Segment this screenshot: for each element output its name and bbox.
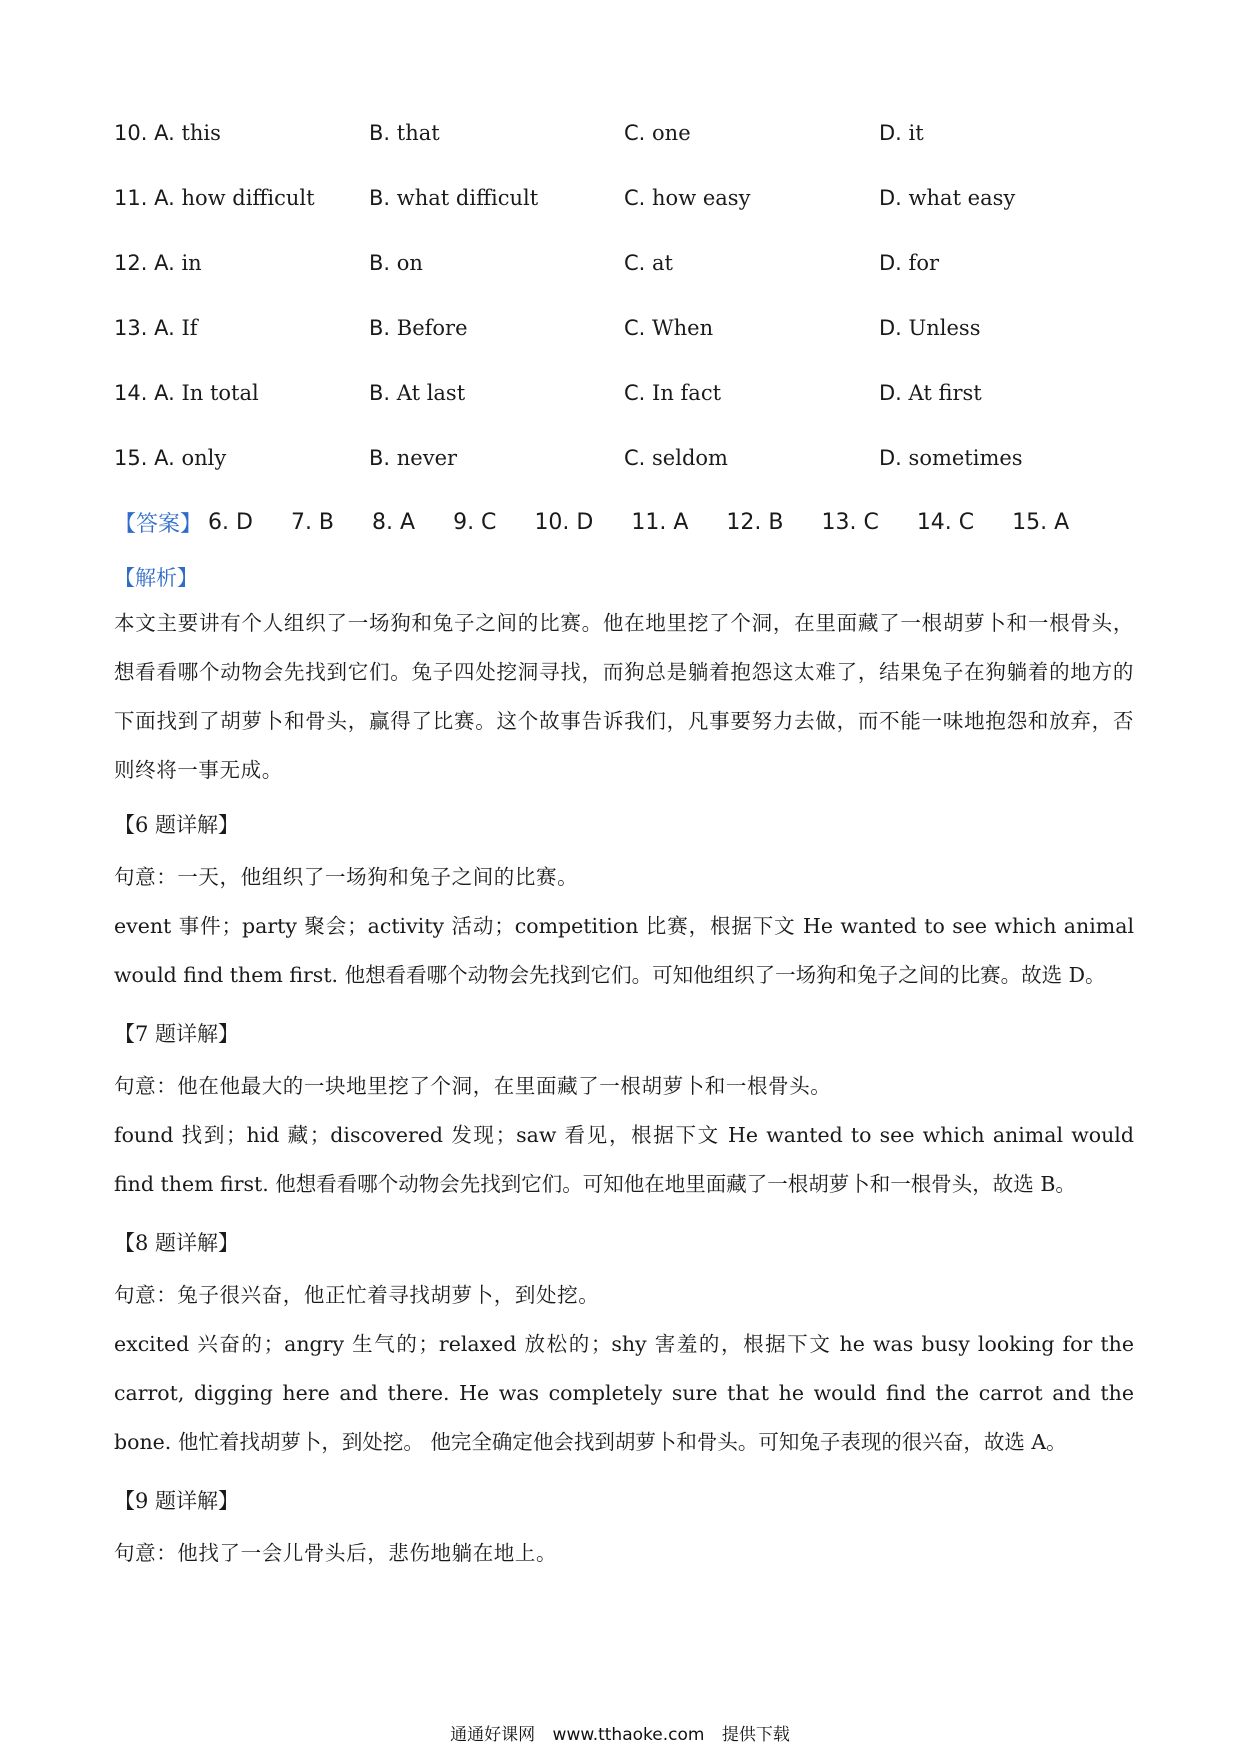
footer-site-name: 通通好课网 bbox=[450, 1725, 536, 1745]
option-b bbox=[369, 381, 624, 405]
option-text: Before bbox=[396, 315, 468, 340]
option-text: one bbox=[652, 120, 691, 145]
option-text: seldom bbox=[652, 445, 728, 470]
option-letter: B. bbox=[369, 445, 391, 470]
option-b bbox=[369, 186, 624, 210]
detail-meaning: 句意：一天，他组织了一场狗和兔子之间的比赛。 bbox=[114, 865, 579, 889]
option-b bbox=[369, 446, 624, 470]
option-d bbox=[879, 186, 1134, 210]
option-letter: A. bbox=[154, 445, 175, 470]
option-a bbox=[114, 251, 369, 275]
option-letter: B. bbox=[369, 380, 391, 405]
detail-heading: 【8 题详解】 bbox=[114, 1231, 240, 1255]
option-letter: D. bbox=[879, 250, 902, 275]
option-letter: B. bbox=[369, 120, 391, 145]
option-row bbox=[114, 165, 1134, 230]
option-c bbox=[624, 316, 879, 340]
option-letter: D. bbox=[879, 315, 902, 340]
option-b bbox=[369, 316, 624, 340]
option-text: never bbox=[396, 445, 458, 470]
option-row bbox=[114, 360, 1134, 425]
option-letter: B. bbox=[369, 315, 391, 340]
option-c bbox=[624, 446, 879, 470]
option-letter: C. bbox=[624, 250, 646, 275]
analysis-label: 【解析】 bbox=[114, 566, 198, 590]
detail-heading: 【6 题详解】 bbox=[114, 813, 240, 837]
answer-item: 7. B bbox=[290, 510, 335, 535]
detail-heading: 【9 题详解】 bbox=[114, 1489, 240, 1513]
options-list bbox=[114, 100, 1134, 490]
analysis-summary: 本文主要讲有个人组织了一场狗和兔子之间的比赛。他在地里挖了个洞，在里面藏了一根胡萝卜和一根骨头，想看看哪个动物会先找到它们。兔子四处挖洞寻找，而狗总是躺着抱怨这太难了，结果兔子在狗躺着的地方的下面找到了胡萝卜和骨头，赢得了比赛。这个故事告诉我们，凡事要努力去做，而不能一味地抱怨和放弃，否则终将一事无成。 bbox=[114, 611, 1134, 782]
option-text: sometimes bbox=[908, 445, 1023, 470]
option-text: In total bbox=[181, 380, 259, 405]
option-a bbox=[114, 186, 369, 210]
option-d bbox=[879, 316, 1134, 340]
option-letter: D. bbox=[879, 445, 902, 470]
footer-note: 提供下载 bbox=[721, 1725, 790, 1745]
answer-item: 15. A bbox=[1012, 510, 1070, 535]
page-footer bbox=[0, 1720, 1240, 1745]
option-text: Unless bbox=[908, 315, 981, 340]
option-letter: C. bbox=[624, 185, 646, 210]
detail-explanation: event 事件；party 聚会；activity 活动；competition 比赛，根据下文 He wanted to see which animal would find them first. 他想看看哪个动物会先找到它们。可知他组织了一场狗和兔子之间的比赛。故选 D。 bbox=[114, 914, 1134, 987]
option-letter: C. bbox=[624, 120, 646, 145]
option-letter: C. bbox=[624, 380, 646, 405]
detail-meaning: 句意：他找了一会儿骨头后，悲伤地躺在地上。 bbox=[114, 1541, 558, 1565]
answer-item: 10. D bbox=[534, 510, 594, 535]
option-letter: A. bbox=[154, 315, 175, 340]
option-text: In fact bbox=[652, 380, 722, 405]
question-number: 13. bbox=[114, 315, 148, 340]
answer-item: 12. B bbox=[726, 510, 784, 535]
detail-explanation: excited 兴奋的；angry 生气的；relaxed 放松的；shy 害羞的，根据下文 he was busy looking for the carrot, digging here and there. He was completely sure that he would find the carrot and the bone. 他忙着找胡萝卜，到处挖。 他完全确定他会找到胡萝卜和骨头。可知兔子表现的很兴奋，故选 A。 bbox=[114, 1332, 1134, 1454]
option-text: for bbox=[908, 250, 940, 275]
detail-meaning: 句意：兔子很兴奋，他正忙着寻找胡萝卜，到处挖。 bbox=[114, 1283, 600, 1307]
option-text: it bbox=[908, 120, 924, 145]
detail-explanation: found 找到；hid 藏；discovered 发现；saw 看见，根据下文 He wanted to see which animal would find them first. 他想看看哪个动物会先找到它们。可知他在地里面藏了一根胡萝卜和一根骨头，故选 B。 bbox=[114, 1123, 1134, 1196]
option-letter: D. bbox=[879, 380, 902, 405]
option-a bbox=[114, 446, 369, 470]
answer-item: 9. C bbox=[453, 510, 497, 535]
option-letter: A. bbox=[154, 120, 175, 145]
option-text: on bbox=[396, 250, 423, 275]
option-letter: C. bbox=[624, 445, 646, 470]
option-c bbox=[624, 251, 879, 275]
question-number: 10. bbox=[114, 120, 148, 145]
option-d bbox=[879, 121, 1134, 145]
question-number: 12. bbox=[114, 250, 148, 275]
option-text: what difficult bbox=[396, 185, 539, 210]
option-letter: B. bbox=[369, 250, 391, 275]
option-letter: C. bbox=[624, 315, 646, 340]
option-b bbox=[369, 251, 624, 275]
option-text: how difficult bbox=[181, 185, 315, 210]
detail-heading: 【7 题详解】 bbox=[114, 1022, 240, 1046]
page-content bbox=[114, 100, 1134, 1578]
option-letter: A. bbox=[154, 380, 175, 405]
option-letter: B. bbox=[369, 185, 391, 210]
answer-item: 8. A bbox=[372, 510, 416, 535]
option-text: how easy bbox=[652, 185, 751, 210]
answer-item: 6. D bbox=[208, 510, 253, 535]
answer-item: 11. A bbox=[631, 510, 689, 535]
option-d bbox=[879, 251, 1134, 275]
option-letter: D. bbox=[879, 185, 902, 210]
option-b bbox=[369, 121, 624, 145]
option-text: this bbox=[181, 120, 221, 145]
detail-meaning: 句意：他在他最大的一块地里挖了个洞，在里面藏了一根胡萝卜和一根骨头。 bbox=[114, 1074, 832, 1098]
footer-url[interactable]: www.tthaoke.com bbox=[552, 1725, 705, 1745]
option-letter: A. bbox=[154, 250, 175, 275]
option-c bbox=[624, 121, 879, 145]
option-row bbox=[114, 230, 1134, 295]
question-number: 15. bbox=[114, 445, 148, 470]
option-text: in bbox=[181, 250, 202, 275]
option-c bbox=[624, 381, 879, 405]
option-text: At first bbox=[908, 380, 982, 405]
option-text: at bbox=[652, 250, 673, 275]
option-text: At last bbox=[396, 380, 466, 405]
option-row bbox=[114, 100, 1134, 165]
option-row bbox=[114, 295, 1134, 360]
option-text: If bbox=[181, 315, 198, 340]
option-row bbox=[114, 425, 1134, 490]
option-text: only bbox=[181, 445, 227, 470]
answer-item: 13. C bbox=[821, 510, 879, 535]
option-d bbox=[879, 381, 1134, 405]
question-number: 14. bbox=[114, 380, 148, 405]
option-text: that bbox=[396, 120, 440, 145]
option-a bbox=[114, 381, 369, 405]
option-d bbox=[879, 446, 1134, 470]
option-letter: A. bbox=[154, 185, 175, 210]
option-c bbox=[624, 186, 879, 210]
option-a bbox=[114, 316, 369, 340]
question-number: 11. bbox=[114, 185, 148, 210]
option-text: When bbox=[652, 315, 714, 340]
answer-label: 【答案】 bbox=[114, 512, 203, 537]
option-text: what easy bbox=[908, 185, 1016, 210]
option-a bbox=[114, 121, 369, 145]
answer-item: 14. C bbox=[916, 510, 975, 535]
option-letter: D. bbox=[879, 120, 902, 145]
answer-key bbox=[114, 490, 1134, 555]
